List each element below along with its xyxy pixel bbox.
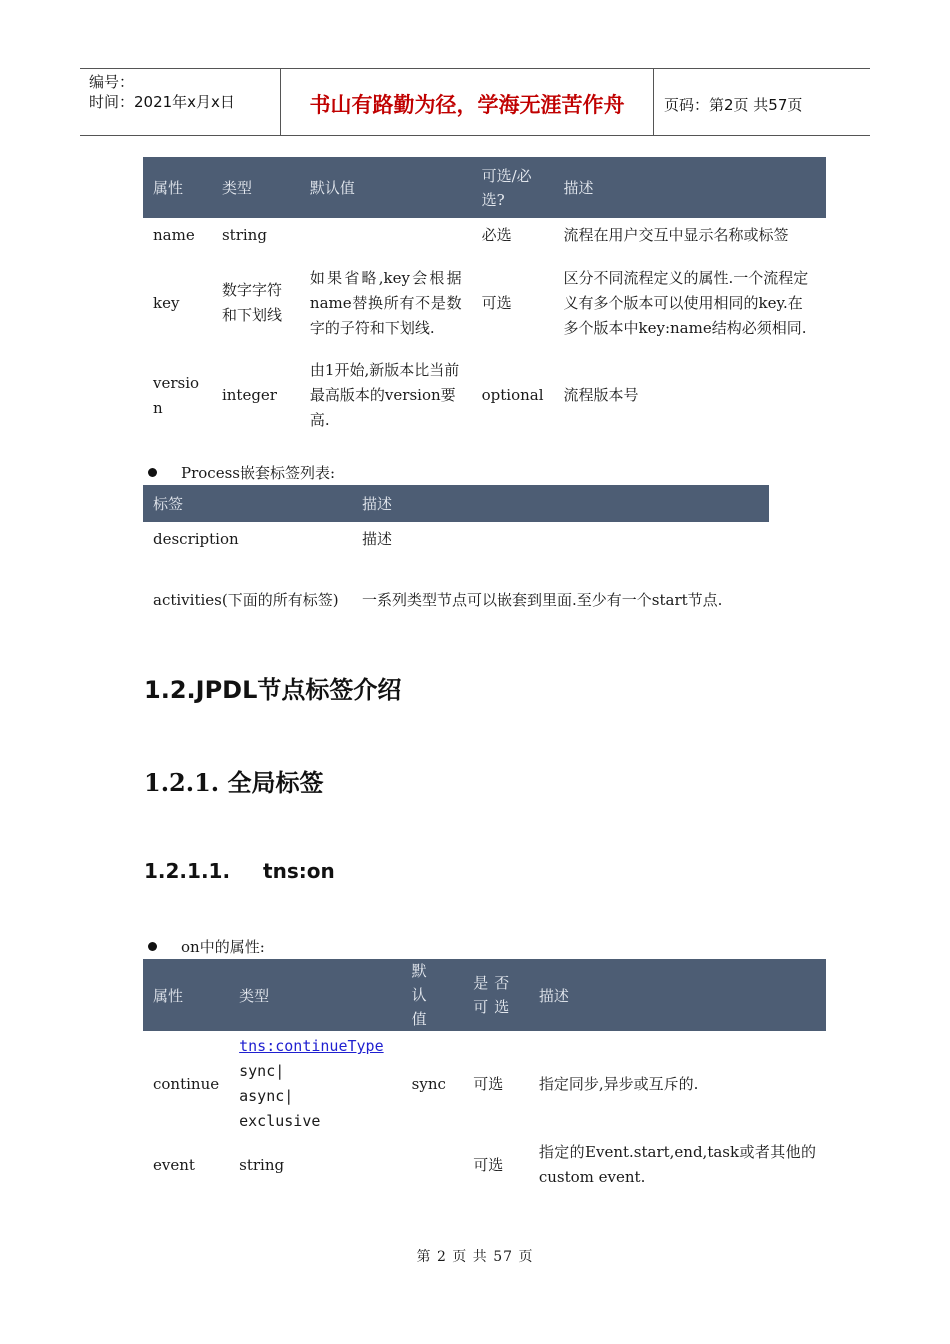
- cell-attr: name: [153, 225, 195, 244]
- cell-default: [300, 218, 472, 252]
- cell-desc: 指定同步,异步或互斥的.: [538, 1074, 699, 1093]
- heading-title: tns:on: [263, 859, 335, 883]
- col-header-required: 可选/必选?: [472, 157, 554, 218]
- table-row: [143, 252, 826, 354]
- cell-required: 可选: [481, 293, 512, 312]
- table-row: [143, 1031, 826, 1137]
- header-motto: 书山有路勤为径，学海无涯苦作舟: [281, 69, 654, 135]
- page-footer: 第 2 页 共 57 页: [416, 1249, 534, 1265]
- heading-1-2-1-1: [144, 859, 335, 883]
- cell-attr: event: [153, 1155, 195, 1174]
- col-header-desc: 描述: [529, 959, 826, 1031]
- table-row: [143, 1137, 826, 1193]
- process-tags-table: [143, 485, 769, 644]
- cell-desc: 指定的Event.start,end,task或者其他的custom event.: [538, 1143, 816, 1186]
- cell-default: [402, 1137, 464, 1193]
- col-header-default: 默认值: [402, 959, 464, 1031]
- cell-required: optional: [481, 386, 544, 404]
- col-header-attr: 属性: [143, 157, 212, 218]
- cell-default: sync: [411, 1074, 446, 1093]
- bullet-text: on中的属性:: [181, 938, 265, 956]
- col-header-default: 默认值: [300, 157, 472, 218]
- bullet-text: Process嵌套标签列表:: [181, 464, 336, 482]
- header-meta: [80, 69, 281, 135]
- page-header: [80, 68, 870, 136]
- cell-attr: version: [153, 373, 200, 417]
- type-value: sync|: [239, 1062, 285, 1080]
- cell-optional: 可选: [473, 1074, 504, 1093]
- header-time: 时间：2021年x月x日: [89, 93, 235, 111]
- bullet-on-attributes: [144, 936, 265, 957]
- cell-optional: 可选: [473, 1155, 504, 1174]
- col-header-desc: 描述: [352, 485, 769, 522]
- bullet-dot-icon: [148, 468, 157, 477]
- on-attributes-table: [143, 959, 826, 1193]
- cell-desc: 区分不同流程定义的属性.一个流程定义有多个版本可以使用相同的key.在多个版本中key:name结构必须相同.: [563, 268, 809, 337]
- col-header-attr: 属性: [143, 959, 229, 1031]
- heading-number: 1.2.1.1.: [144, 859, 231, 883]
- type-value: exclusive: [239, 1112, 321, 1130]
- table-row: [143, 522, 769, 556]
- cell-type: string: [239, 1155, 285, 1174]
- cell-tag: activities(下面的所有标签): [153, 590, 339, 609]
- cell-desc: 流程版本号: [563, 386, 639, 404]
- table-row: [143, 556, 769, 644]
- cell-desc: 一系列类型节点可以嵌套到里面.至少有一个start节点.: [362, 590, 723, 609]
- cell-required: 必选: [481, 225, 512, 244]
- cell-tag: description: [153, 529, 239, 548]
- col-header-desc: 描述: [554, 157, 826, 218]
- cell-attr: key: [153, 293, 180, 312]
- process-attributes-table: [143, 157, 826, 437]
- cell-desc: 描述: [362, 529, 393, 548]
- col-header-type: 类型: [212, 157, 300, 218]
- heading-1-2: 1.2.JPDL节点标签介绍: [144, 676, 402, 704]
- table-header-row: [143, 157, 826, 218]
- table-header-row: [143, 485, 769, 522]
- cell-type: 数字字符和下划线: [221, 281, 282, 324]
- table-row: [143, 218, 826, 252]
- cell-desc: 流程在用户交互中显示名称或标签: [563, 225, 789, 244]
- continue-type-link[interactable]: tns:continueType: [239, 1037, 384, 1055]
- table-header-row: [143, 959, 826, 1031]
- header-page-number: 页码：第2页 共57页: [664, 95, 803, 114]
- col-header-tag: 标签: [143, 485, 352, 522]
- table-row: [143, 354, 826, 437]
- cell-type: integer: [221, 386, 277, 404]
- col-header-optional: 是否可选: [463, 959, 529, 1031]
- cell-type: [229, 1031, 402, 1137]
- type-value: async|: [239, 1087, 294, 1105]
- bullet-process-tags: [144, 462, 335, 483]
- cell-default: 由1开始,新版本比当前最高版本的version要高.: [309, 361, 460, 429]
- col-header-type: 类型: [229, 959, 402, 1031]
- heading-1-2-1: 1.2.1. 全局标签: [144, 768, 324, 797]
- header-number: 编号：: [89, 73, 135, 91]
- cell-attr: continue: [153, 1074, 220, 1093]
- cell-default: 如果省略,key会根据name替换所有不是数字的子符和下划线.: [309, 268, 462, 337]
- cell-type: string: [221, 225, 267, 244]
- bullet-dot-icon: [148, 942, 157, 951]
